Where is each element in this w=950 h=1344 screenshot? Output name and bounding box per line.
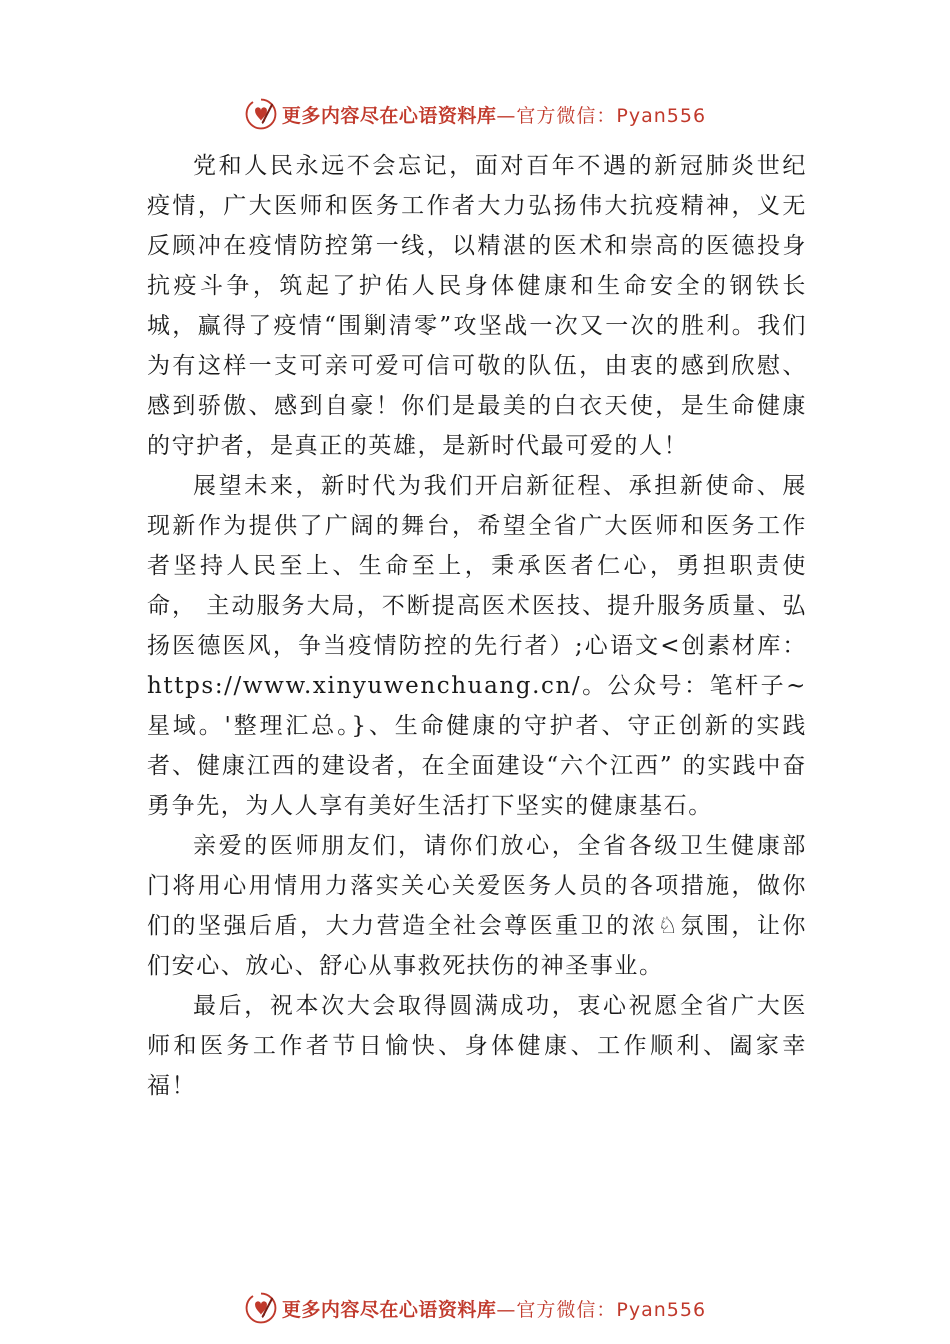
banner-brand-text: 更多内容尽在心语资料库 [281,104,497,127]
heart-pen-logo-icon [244,1291,278,1325]
footer-banner [0,1288,950,1328]
paragraph-1: 党和人民永远不会忘记，面对百年不遇的新冠肺炎世纪疫情，广大医师和医务工作者大力弘扬伟大抗疫精神，义无反顾冲在疫情防控第一线，以精湛的医术和崇高的医德投身抗疫斗争，筑起了护佑人民身体健康和生命安全的钢铁长城，赢得了疫情“围剿清零”攻坚战一次又一次的胜利。我们为有这样一支可亲可爱可信可敬的队伍，由衷的感到欣慰、感到骄傲、感到自豪！你们是最美的白衣天使，是生命健康的守护者，是真正的英雄，是新时代最可爱的人！ [147,153,807,459]
paragraph-4: 最后，祝本次大会取得圆满成功，衷心祝愿全省广大医师和医务工作者节日愉快、身体健康、工作顺利、阖家幸福！ [147,993,807,1099]
heart-pen-logo-icon [244,97,278,131]
banner-wechat-text: —官方微信：Pyan556 [496,104,707,127]
paragraph-3: 亲爱的医师朋友们，请你们放心，全省各级卫生健康部门将用心用情用力落实关心关爱医务人员的各项措施，做你们的坚强后盾，大力营造全社会尊医重卫的浓♘氛围，让你们安心、放心、舒心从事救死扶伤的神圣事业。 [147,833,807,979]
banner-brand-text: 更多内容尽在心语资料库 [281,1298,497,1321]
article-body [147,146,807,1106]
header-banner [0,94,950,134]
paragraph-2: 展望未来，新时代为我们开启新征程、承担新使命、展现新作为提供了广阔的舞台，希望全省广大医师和医务工作者坚持人民至上、生命至上，秉承医者仁心，勇担职责使命， 主动服务大局，不断提高医术医技、提升服务质量、弘扬医德医风，争当疫情防控的先行者）;心语文<创素材库：https://www.xinyuwenchuang.cn/。公众号：笔杆子~星域。'整理汇总。}、生命健康的守护者、守正创新的实践者、健康江西的建设者，在全面建设“六个江西” 的实践中奋勇争先，为人人享有美好生活打下坚实的健康基石。 [147,473,807,819]
banner-wechat-text: —官方微信：Pyan556 [496,1298,707,1321]
